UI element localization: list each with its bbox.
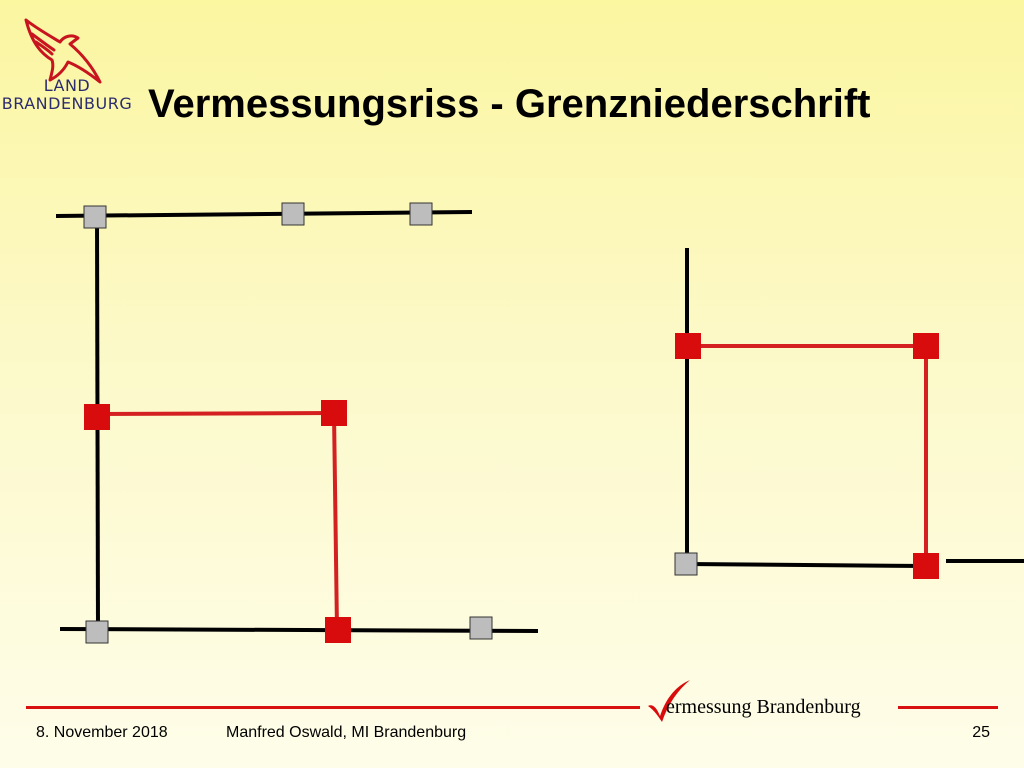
boundary-point-red	[675, 333, 701, 359]
left-gray-markers	[84, 203, 492, 643]
boundary-point-red	[325, 617, 351, 643]
boundary-point-gray	[282, 203, 304, 225]
logo-line-brandenburg: BRANDENBURG	[1, 94, 133, 113]
right-red-markers	[675, 333, 939, 579]
left-red-horizontal-line	[97, 413, 334, 414]
left-red-vertical-line	[334, 413, 337, 630]
right-existing-boundaries	[686, 248, 1024, 566]
right-new-boundary	[688, 346, 926, 566]
boundary-point-red	[321, 400, 347, 426]
footer-author: Manfred Oswald, MI Brandenburg	[226, 724, 467, 741]
boundary-point-gray	[675, 553, 697, 575]
boundary-point-gray	[84, 206, 106, 228]
brand-name: ermessung Brandenburg	[666, 696, 861, 718]
boundary-point-red	[84, 404, 110, 430]
footer-date: 8. November 2018	[36, 724, 168, 741]
left-new-boundary	[97, 413, 337, 630]
page-title: Vermessungsriss - Grenzniederschrift	[148, 82, 871, 126]
boundary-point-gray	[86, 621, 108, 643]
right-gray-markers	[675, 553, 697, 575]
footer-rule-right	[898, 706, 998, 709]
boundary-point-red	[913, 333, 939, 359]
logo-line-land: LAND	[43, 76, 91, 95]
right-bottom-boundary-line	[686, 564, 926, 566]
left-red-markers	[84, 400, 351, 643]
boundary-point-gray	[470, 617, 492, 639]
boundary-point-gray	[410, 203, 432, 225]
left-existing-boundaries	[56, 212, 538, 632]
boundary-point-red	[913, 553, 939, 579]
footer-rule-left	[26, 706, 640, 709]
left-bottom-boundary-line	[60, 629, 538, 631]
page-number: 25	[972, 724, 990, 741]
